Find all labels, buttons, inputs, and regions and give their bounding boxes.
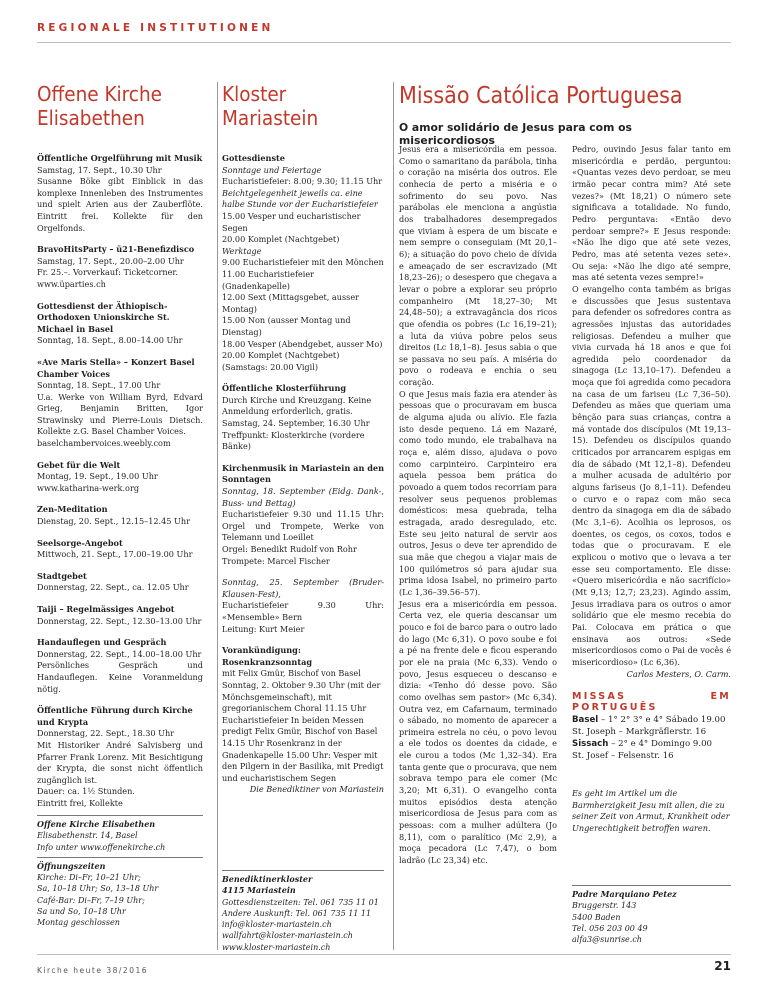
service-line: Werktage [222, 245, 262, 256]
event-text: Trompete: Marcel Fischer [222, 555, 330, 566]
event-title: Öffentliche Klosterführung [222, 383, 347, 394]
event-text: Eucharistiefeier 9.30 und 11.15 Uhr: Orgel und Trompete, Werke von Telemann und Loeillet [222, 509, 384, 543]
column-kloster-mariastein [222, 82, 384, 806]
address-offene-kirche [37, 815, 203, 929]
heading-offene-kirche: Offene Kirche Elisabethen [37, 82, 162, 130]
event-title: Stadtgebet [37, 570, 87, 581]
event-item [37, 357, 203, 450]
article-paragraph: O evangelho conta também as brigas e discussões que Jesus sustentava para defender os sofredores contra as agressões injustas das autoridades religiosas. Defendeu a mulher que vivia curvada há 18 anos e que foi agredida pelo coordenador da sinagoga (Lc 13,10–17). Defendeu a moça que foi agredida como pecadora na casa de um fariseu (Lc 7,36–50). Defendeu as mães que queriam uma bênção para suas crianças, contra a má vontade dos discípulos (Mt 19,13–15). Defendeu os discípulos quando criticados por arrancarem espigas em dia de sábado (Mt 12,1–8). Defendeu a mulher acusada de adultério por alguns fariseus (Jo 8,1–11). Defendeu o curvo e o rapaz com mão seca dentro da sinagoga em dia de sábado (Mc 3,1–6). Acolhia os leprosos, os doentes, os cegos, os coxos, todos e todas que o procuravam. E ele explicou o motivo que o levava a ter esse seu comportamento. Ele disse: «Quero misericórdia e não sacrifício» (Mt 9,13; 12,7; 23,23). Agindo assim, Jesus irradiava para os outros o amor solidário que ele mesmo recebia do Pai. Colocava em prática o que ensinava aos outros: «Sede misericordiosos como o Pai de vocês é misericordioso» (Lc 6,36). Carlos Mesters, O. Carm. [572, 283, 731, 679]
event-date: Sonntag, 18. September (Eidg. Dank-, Buss- und Bettag) [222, 486, 384, 508]
event-item [37, 244, 203, 290]
footer-rule [37, 954, 731, 955]
article-col-b [572, 144, 731, 835]
event-text: Persönliches Gespräch und Handauflegen. Keine Voranmeldung nötig. [37, 660, 203, 694]
event-item [37, 460, 203, 495]
event-text: Samstag, 17. Sept., 20.00–2.00 Uhr [37, 255, 184, 266]
section-label: REGIONALE INSTITUTIONEN [37, 22, 274, 34]
service-line: (Samstags: 20.00 Vigil) [222, 361, 318, 372]
missa-detail: – 1° 2° 3° e 4° Sábado 19.00 [598, 714, 726, 725]
event-text: Montag, 19. Sept., 19.00 Uhr [37, 471, 158, 482]
address-line: Gottesdienstzeiten: Tel. 061 735 11 01 [222, 897, 379, 907]
event-date: Sonntag, 25. September (Bruder-Klausen-Fest), [222, 577, 384, 599]
service-line: 20.00 Komplet (Nachtgebet) [222, 234, 340, 245]
missa-detail: – 2° e 4° Domingo 9.00 [608, 738, 712, 749]
event-item [37, 705, 203, 809]
service-line: 15.00 Non (ausser Montag und Dienstag) [222, 315, 351, 337]
event-text: Sonntag, 18. Sept., 8.00–14.00 Uhr [37, 335, 183, 346]
service-line: 18.00 Vesper (Abendgebet, ausser Mo) [222, 338, 383, 349]
event-gottesdienste [222, 153, 384, 373]
contact-line: 5400 Baden [572, 912, 621, 922]
service-line: Eucharistiefeier: 8.00; 9.30; 11.15 Uhr [222, 176, 383, 187]
missa-place: Basel [572, 714, 599, 725]
email-link[interactable]: wallfahrt@kloster-mariastein.ch [222, 931, 353, 941]
event-item [37, 504, 203, 527]
event-link[interactable]: www.katharina-werk.org [37, 482, 140, 493]
missa-detail: St. Joseph – Markgräflerstr. 16 [572, 726, 707, 737]
address-line: Elisabethenstr. 14, Basel [37, 831, 138, 841]
web-link[interactable]: www.kloster-mariastein.ch [222, 942, 331, 952]
contact-name: Padre Marquiano Petez [572, 889, 677, 899]
event-text: Donnerstag, 22. Sept., 18.30 Uhr [37, 728, 175, 739]
missas-title: MISSAS EM PORTUGUÊS [572, 690, 731, 714]
event-text: Durch Kirche und Kreuzgang. Keine Anmeldung erforderlich, gratis. Samstag, 24. September, 16.30 Uhr Treffpunkt: Klosterkirche (vordere Bänke) [222, 394, 372, 452]
hours-line: Sa, 10–18 Uhr; So, 13–18 Uhr [37, 884, 159, 894]
event-item [37, 153, 203, 234]
hours-rule [37, 857, 203, 858]
event-item [37, 301, 203, 347]
event-text: Susanne Böke gibt Einblick in das komplexe Innenleben des Instrumentes und spielt Arien aus der Zauberflöte. Eintritt frei. Kollekte für den Orgelfonds. [37, 176, 203, 233]
event-text: Dienstag, 20. Sept., 12.15–12.45 Uhr [37, 516, 191, 527]
event-text: Leitung: Kurt Meier [222, 623, 305, 634]
column-divider [217, 82, 218, 950]
address-line: Andere Auskunft: Tel. 061 735 11 11 [222, 908, 372, 918]
signature: Die Benediktiner von Mariastein [249, 784, 384, 795]
article-paragraph: O que Jesus mais fazia era atender às pessoas que o procuravam em busca de alguma ajuda ou alívio. Ele fazia isto desde pequeno. Lá em Nazaré, como todo mundo, ele trabalhava na roça e, além disso, ajudava o povo como carpinteiro. Carpinteiro era aquela pessoa bem prática do povoado a quem todos recorriam para resolver seus pequenos problemas domésticos: mesa quebrada, telha estragada, arado desregulado, etc. Este seu jeito natural de servir aos outros, Jesus o deve ter aprendido de sua mãe que chegou a viajar mais de 100 quilómetros só para ajudar sua prima idosa Isabel, no primeiro parto (Lc 1,36–39.56–57). [399, 388, 557, 597]
event-title: Öffentliche Orgelführung mit Musik [37, 153, 203, 163]
email-link[interactable]: alfa3@sunrise.ch [572, 935, 642, 945]
hours-line: Kirche: Di–Fr, 10–21 Uhr; [37, 873, 141, 883]
event-title: Öffentliche Führung durch Kirche und Krypta [37, 705, 193, 727]
event-title: «Ave Maris Stella» – Konzert Basel Chamber Voices [37, 356, 195, 379]
service-line: 20.00 Komplet (Nachtgebet) [222, 350, 340, 361]
event-title: Gebet für die Welt [37, 459, 121, 470]
column-missao [399, 82, 731, 147]
event-item [37, 571, 203, 594]
missa-line [572, 714, 731, 726]
address-rule [222, 870, 384, 871]
event-item [37, 604, 203, 627]
top-rule [37, 42, 731, 43]
contact-rule [572, 885, 731, 886]
note: Es geht im Artikel um die Barmherzigkeit Jesu mit allen, die zu seiner Zeit von Armut, Krankheit oder Ungerechtigkeit betroffen waren. [572, 787, 730, 834]
missa-line [572, 726, 731, 738]
hours-title: Öffnungszeiten [37, 860, 106, 871]
article-paragraph: Jesus era a misericórdia em pessoa. Como o samaritano da parábola, tinha o coração na miséria dos outros. Ele conhecia de perto a miséria e o sofrimento do seu povo. Nas parábolas ele menciona a angústia dos trabalhadores desempregados que viviam à espera de um biscate e nem sempre o conseguiam (Mt 20,1–6); a situação do povo cheio de dívida e ameaçado de ser escravizado (Mt 18,23–26); o desespero que chegava a levar o pobre a explorar seu próprio companheiro (Mt 18,27–30; Mt 24,48–50); a extravagância dos ricos que ofendia os pobres (Lc 16,19–21); a luta da viúva pobre pelos seus direitos (Lc 18,1–8). Jesus sabia o que se passava no seu país. A miséria do povo o rodeava e enchia o seu coração. [399, 144, 557, 388]
hours-line: Sa und So, 10–18 Uhr [37, 907, 126, 917]
address-name: Offene Kirche Elisabethen [37, 819, 156, 829]
article-paragraph: Jesus era a misericórdia em pessoa. Certa vez, ele queria descansar um pouco e foi de barco para o outro lado do lago (Mc 6,31). O povo soube e foi a pé na frente dele e ficou esperando por ele na praia (Mc 6,33). Vendo o povo, Jesus esqueceu o descanso e dizia: «Tenho dó desse povo. São como ovelhas sem pastor» (Mc 6,34). Outra vez, em Cafarnaum, terminado o sábado, no momento de aparecer a primeira estrela no céu, o povo levou a ele todos os doentes da cidade, e ele curou a todos (Mc 1,32–34). Era tanta gente que o procurava, que nem sobrava tempo para ele comer (Mc 3,20; Mt 6,31). O evangelho conta muitos episódios desta atenção misericordiosa de Jesus para com as pessoas: com a mulher adúltera (Jo 8,11), com o paralítico (Mc 2,9), a moça pecadora (Lc 7,47), o bom ladrão (Lc 23,34) etc. [399, 598, 557, 866]
event-title: Taiji – Regelmässiges Angebot [37, 604, 175, 614]
heading-missao: Missão Católica Portuguesa [399, 83, 683, 109]
service-line: 15.00 Vesper und eucharistischer Segen [222, 210, 361, 233]
event-kirchenmusik [222, 463, 384, 567]
event-text: Donnerstag, 22. Sept., ca. 12.05 Uhr [37, 582, 189, 593]
event-link[interactable]: www.üparties.ch [37, 278, 106, 289]
event-text: Donnerstag, 22. Sept., 14.00–18.00 Uhr [37, 648, 202, 659]
footer-issue: Kirche heute 38/2016 [37, 966, 149, 975]
event-text: Sonntag, 18. Sept., 17.00 Uhr [37, 380, 161, 391]
address-name: 4115 Mariastein [222, 885, 296, 896]
event-title: Handauflegen und Gespräch [37, 637, 167, 648]
event-text: Dauer: ca. 1½ Stunden. [37, 786, 135, 797]
heading-kloster-mariastein: Kloster Mariastein [222, 82, 319, 130]
event-rosenkranzsonntag [222, 645, 384, 796]
event-title: Seelsorge-Angebot [37, 537, 123, 548]
column-offene-kirche [37, 82, 203, 820]
event-klosterfuehrung [222, 383, 384, 453]
service-line: Beichtgelegenheit jeweils ca. eine halbe Stunde vor der Eucharistiefeier [222, 187, 378, 210]
article-col-a [399, 144, 557, 867]
hours-line: Café-Bar: Di–Fr, 7–19 Uhr; [37, 895, 145, 905]
event-bruder-klausen [222, 577, 384, 635]
address-link[interactable]: Info unter www.offenekirche.ch [37, 842, 166, 852]
email-link[interactable]: info@kloster-mariastein.ch [222, 920, 332, 930]
event-text: mit Felix Gmür, Bischof von Basel Sonntag, 2. Oktober 9.30 Uhr (mit der Mönchsgemeinschaft), mit gregorianischem Choral 11.15 Uhr Eucharistiefeier In beiden Messen predigt Felix Gmür, Bischof von Basel 14.15 Uhr Rosenkranz in der Gnadenkapelle 15.00 Uhr: Vesper mit den Pilgern in der Basilika, mit Predigt und eucharistischem Segen [222, 668, 384, 783]
column-divider [393, 82, 394, 950]
subheading: O amor solidário de Jesus para com os misericordiosos [399, 121, 632, 147]
event-title: Vorankündigung: Rosenkranzsonntag [222, 645, 313, 667]
event-text: U.a. Werke von William Byrd, Edvard Grieg, Benjamin Britten, Igor Strawinsky und Pierre-Louis Dietsch. Kollekte z.G. Basel Chamber Voices. [37, 391, 203, 437]
missa-line [572, 750, 731, 762]
event-text: Eucharistiefeier 9.30 Uhr: «Mensemble» Bern [222, 600, 384, 622]
service-line: 11.00 Eucharistiefeier (Gnadenkapelle) [222, 268, 315, 291]
event-item [37, 538, 203, 561]
page-number: 21 [714, 959, 731, 973]
event-text: Fr. 25.–. Vorverkauf: Ticketcorner. [37, 267, 178, 278]
event-text: Samstag, 17. Sept., 10.30 Uhr [37, 164, 162, 175]
event-text: Eintritt frei, Kollekte [37, 797, 123, 808]
event-title: Gottesdienste [222, 153, 285, 163]
contact-line: Bruggerstr. 143 [572, 901, 637, 911]
article-paragraph-continued: Pedro, ouvindo Jesus falar tanto em misericórdia e perdão, perguntou: «Quantas vezes devo perdoar, se meu irmão pecar contra mim? Até sete vezes?» (Mt 18,21) O número sete significava a totalidade. No fundo, Pedro perguntava: «Então devo perdoar sempre?» E Jesus responde: «Não lhe digo que até sete vezes, Pedro, mas até setenta vezes sete». Ou seja: «Não lhe digo até sempre, mas até setenta vezes sempre!» [572, 144, 731, 283]
address-kloster [222, 870, 384, 953]
hours-line: Montag geschlossen [37, 918, 120, 928]
author: Carlos Mesters, O. Carm. [626, 668, 731, 679]
address-rule [37, 815, 203, 816]
event-text: Donnerstag, 22. Sept., 12.30–13.00 Uhr [37, 615, 202, 626]
event-text: baselchambervoices.weebly.com [37, 438, 171, 449]
missa-line [572, 738, 731, 750]
event-title: BravoHitsParty – ü21-Benefizdisco [37, 244, 195, 255]
contact-padre [572, 885, 731, 945]
missa-place: Sissach [572, 738, 609, 749]
event-item [37, 637, 203, 695]
missa-detail: St. Josef – Felsenstr. 16 [572, 750, 674, 761]
service-line: 12.00 Sext (Mittagsgebet, ausser Montag) [222, 292, 360, 314]
address-name: Benediktinerkloster [222, 874, 313, 884]
event-text: Mittwoch, 21. Sept., 17.00–19.00 Uhr [37, 549, 193, 560]
event-title: Gottesdienst der Äthiopisch-Orthodoxen Unionskirche St. Michael in Basel [37, 300, 170, 334]
event-title: Zen-Meditation [37, 504, 108, 515]
service-line: 9.00 Eucharistiefeier mit den Mönchen [222, 257, 384, 268]
contact-line: Tel. 056 203 00 49 [572, 923, 648, 933]
service-line: Sonntage und Feiertage [222, 164, 322, 175]
event-text: Orgel: Benedikt Rudolf von Rohr [222, 544, 357, 554]
event-title: Kirchenmusik in Mariastein an den Sonntagen [222, 462, 384, 485]
event-text: Mit Historiker André Salvisberg und Pfarrer Frank Lorenz. Mit Besichtigung der Krypta, die sonst nicht öffentlich zugänglich ist. [37, 739, 203, 785]
